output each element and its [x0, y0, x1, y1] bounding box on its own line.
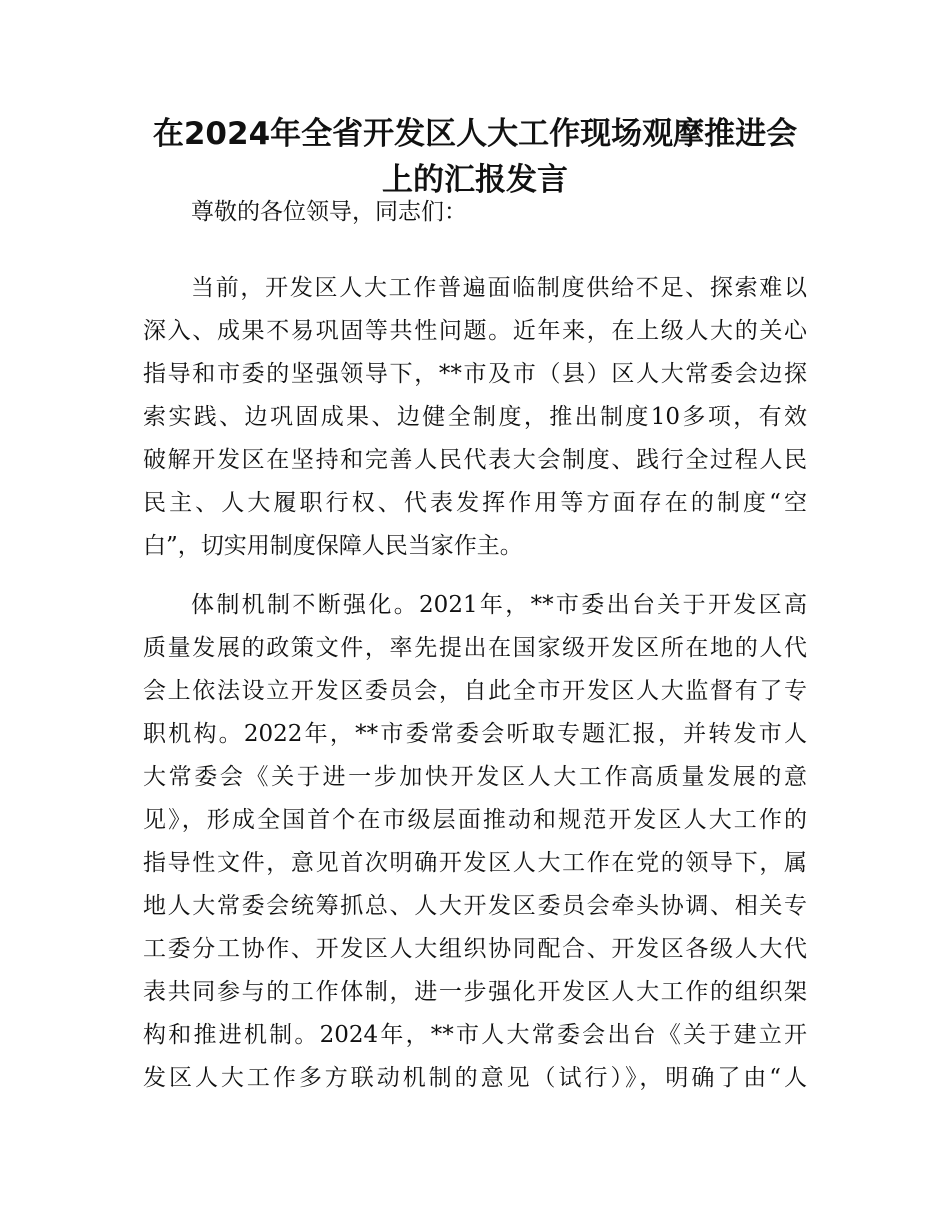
paragraph-2-line: 构和推进机制。2024年，**市人大常委会出台《关于建立开 — [143, 1022, 807, 1048]
paragraph-2-line: 发区人大工作多方联动机制的意见（试行）》，明确了由“人 — [143, 1065, 807, 1091]
paragraph-2-line: 大常委会《关于进一步加快开发区人大工作高质量发展的意 — [143, 764, 807, 790]
paragraph-2-line: 地人大常委会统筹抓总、人大开发区委员会牵头协调、相关专 — [143, 893, 807, 919]
paragraph-2-line: 指导性文件，意见首次明确开发区人大工作在党的领导下，属 — [143, 850, 807, 876]
paragraph-1-line: 指导和市委的坚强领导下，**市及市（县）区人大常委会边探 — [143, 361, 807, 387]
document-title-line-2: 上的汇报发言 — [382, 162, 568, 198]
paragraph-2-line: 职机构。2022年，**市委常委会听取专题汇报，并转发市人 — [143, 721, 807, 747]
document-title-line-1: 在2024年全省开发区人大工作现场观摩推进会 — [152, 116, 798, 152]
paragraph-1-line: 深入、成果不易巩固等共性问题。近年来，在上级人大的关心 — [143, 318, 807, 344]
paragraph-1-line: 民主、人大履职行权、代表发挥作用等方面存在的制度“空 — [143, 490, 807, 516]
salutation: 尊敬的各位领导，同志们： — [191, 199, 467, 225]
paragraph-2-line: 体制机制不断强化。2021年，**市委出台关于开发区高 — [191, 592, 807, 618]
paragraph-1-line: 白”，切实用制度保障人民当家作主。 — [143, 533, 523, 559]
paragraph-2-line: 工委分工协作、开发区人大组织协同配合、开发区各级人大代 — [143, 936, 807, 962]
paragraph-2-line: 质量发展的政策文件，率先提出在国家级开发区所在地的人代 — [143, 635, 807, 661]
paragraph-2-line: 会上依法设立开发区委员会，自此全市开发区人大监督有了专 — [143, 678, 807, 704]
paragraph-1-line: 当前，开发区人大工作普遍面临制度供给不足、探索难以 — [191, 275, 807, 301]
paragraph-2-line: 表共同参与的工作体制，进一步强化开发区人大工作的组织架 — [143, 979, 807, 1005]
paragraph-1-line: 索实践、边巩固成果、边健全制度，推出制度10多项，有效 — [143, 404, 807, 430]
paragraph-2-line: 见》，形成全国首个在市级层面推动和规范开发区人大工作的 — [143, 807, 807, 833]
paragraph-1-line: 破解开发区在坚持和完善人民代表大会制度、践行全过程人民 — [143, 447, 807, 473]
